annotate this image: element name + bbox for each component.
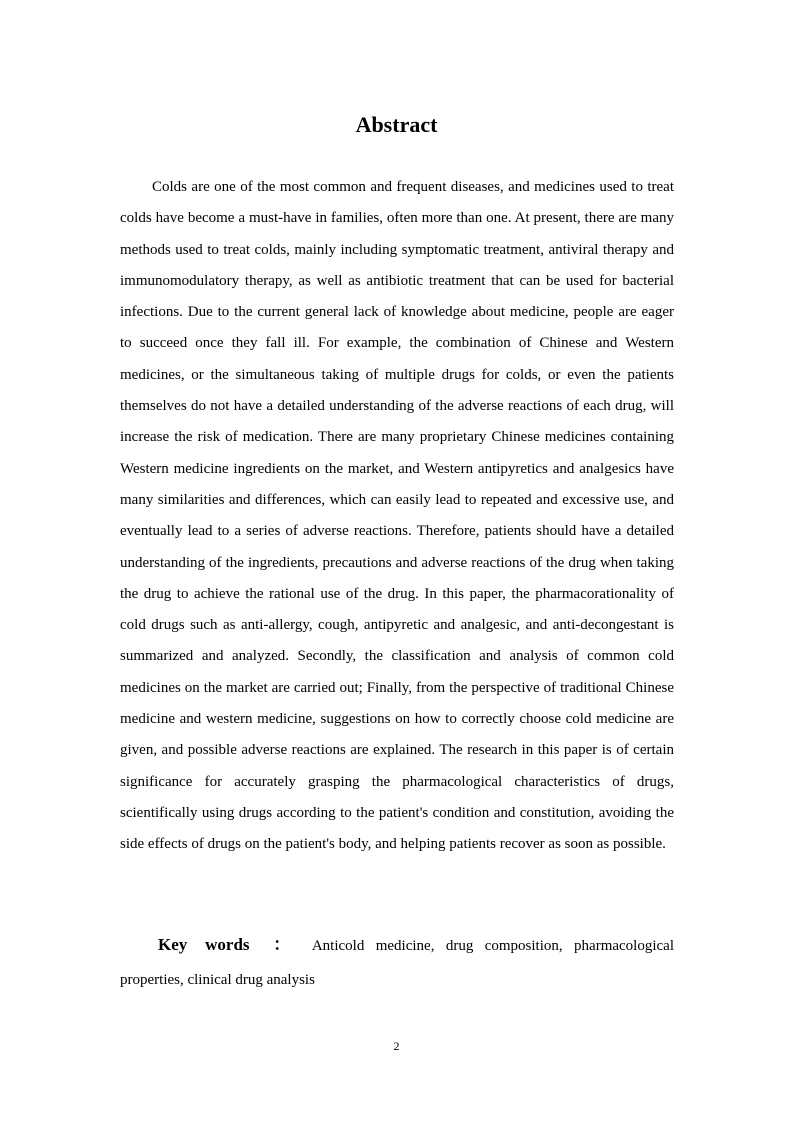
abstract-paragraph: Colds are one of the most common and frequent diseases, and medicines used to treat colds have become a must-have in families, often more than one. At present, there are many methods used to treat colds, mainly including symptomatic treatment, antiviral therapy and immunomodulatory therapy, as well as antibiotic treatment that can be used for bacterial infections. Due to the current general lack of knowledge about medicine, people are eager to succeed once they fall ill. For example, the combination of Chinese and Western medicines, or the simultaneous taking of multiple drugs for colds, or even the patients themselves do not have a detailed understanding of the adverse reactions of each drug, will increase the risk of medication. There are many proprietary Chinese medicines containing Western medicine ingredients on the market, and Western antipyretics and analgesics have many similarities and differences, which can easily lead to repeated and excessive use, and eventually lead to a series of adverse reactions. Therefore, patients should have a detailed understanding of the ingredients, precautions and adverse reactions of the drug when taking the drug to achieve the rational use of the drug. In this paper, the pharmacorationality of cold drugs such as anti-allergy, cough, antipyretic and analgesic, and anti-decongestant is summarized and analyzed. Secondly, the classification and analysis of common cold medicines on the market are carried out; Finally, from the perspective of traditional Chinese medicine and western medicine, suggestions on how to correctly choose cold medicine are given, and possible adverse reactions are explained. The research in this paper is of certain significance for accurately grasping the pharmacological characteristics of drugs, scientifically using drugs according to the patient's condition and constitution, avoiding the side effects of drugs on the patient's body, and helping patients recover as soon as possible. [120, 179, 674, 853]
page-title: Abstract [355, 112, 438, 137]
keywords-text: Anticold medicine, drug composition, pharmacological properties, clinical drug analysis [120, 938, 674, 988]
keywords-paragraph [120, 928, 674, 997]
keywords-label: Key words [158, 935, 250, 954]
page-number: 2 [393, 1039, 400, 1053]
keywords-separator: ： [265, 935, 298, 954]
